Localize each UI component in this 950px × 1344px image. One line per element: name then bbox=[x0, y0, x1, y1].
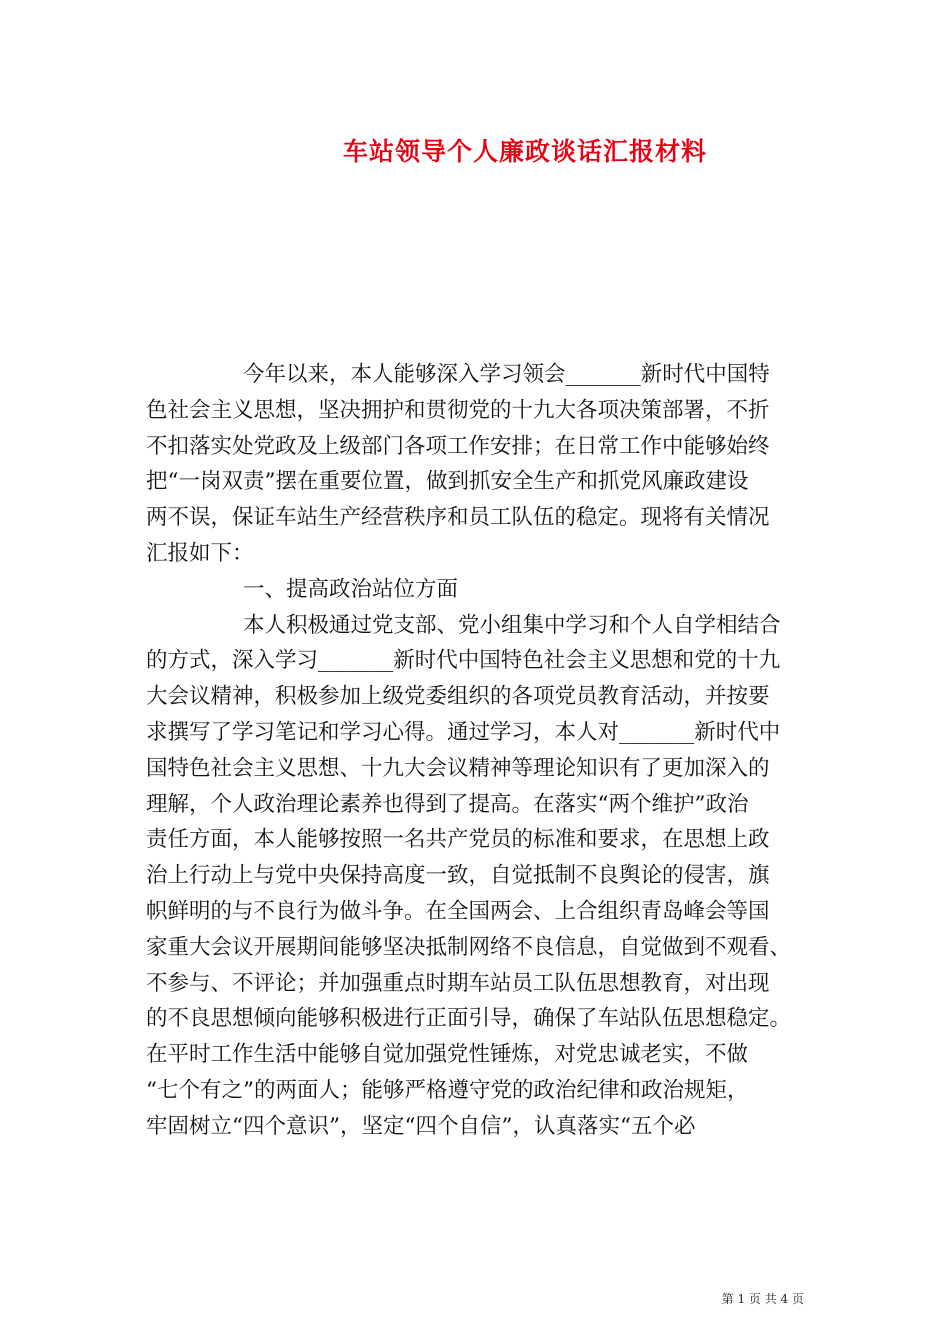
text-line: 本人积极通过党支部、党小组集中学习和个人自学相结合 bbox=[243, 612, 781, 638]
text-line: 治上行动上与党中央保持高度一致，自觉抵制不良舆论的侵害，旗 bbox=[146, 863, 770, 889]
text-line: 不扣落实处党政及上级部门各项工作安排；在日常工作中能够始终 bbox=[146, 433, 770, 459]
text-line: 大会议精神，积极参加上级党委组织的各项党员教育活动，并按要 bbox=[146, 684, 770, 710]
text-line: 的方式，深入学习_______新时代中国特色社会主义思想和党的十九 bbox=[146, 648, 781, 674]
text-line: 国特色社会主义思想、十九大会议精神等理论知识有了更加深入的 bbox=[146, 755, 770, 781]
page-title: 车站领导个人廉政谈话汇报材料 bbox=[342, 137, 707, 166]
text-line: “七个有之”的两面人；能够严格遵守党的政治纪律和政治规矩， bbox=[146, 1077, 749, 1103]
text-line: 把“一岗双责”摆在重要位置，做到抓安全生产和抓党风廉政建设 bbox=[146, 469, 749, 495]
section-heading: 一、提高政治站位方面 bbox=[243, 576, 459, 602]
body-text bbox=[146, 357, 816, 1145]
text-line: 帜鲜明的与不良行为做斗争。在全国两会、上合组织青岛峰会等国 bbox=[146, 898, 770, 924]
text-line: 在平时工作生活中能够自觉加强党性锤炼，对党忠诚老实，不做 bbox=[146, 1042, 749, 1068]
text-line: 牢固树立“四个意识”，坚定“四个自信”，认真落实“五个必 bbox=[146, 1113, 696, 1139]
text-line: 求撰写了学习笔记和学习心得。通过学习，本人对_______新时代中 bbox=[146, 719, 781, 745]
text-line: 理解，个人政治理论素养也得到了提高。在落实“两个维护”政治 bbox=[146, 791, 749, 817]
text-line: 不参与、不评论；并加强重点时期车站员工队伍思想教育，对出现 bbox=[146, 970, 770, 996]
text-line: 两不误，保证车站生产经营秩序和员工队伍的稳定。现将有关情况 bbox=[146, 505, 770, 531]
text-line: 责任方面，本人能够按照一名共产党员的标准和要求，在思想上政 bbox=[146, 827, 770, 853]
text-line: 色社会主义思想，坚决拥护和贯彻党的十九大各项决策部署，不折 bbox=[146, 397, 770, 423]
text-line: 家重大会议开展期间能够坚决抵制网络不良信息，自觉做到不观看、 bbox=[146, 934, 792, 960]
text-line: 的不良思想倾向能够积极进行正面引导，确保了车站队伍思想稳定。 bbox=[146, 1006, 792, 1032]
page-number: 第 1 页 共 4 页 bbox=[721, 1292, 804, 1306]
text-line: 汇报如下： bbox=[146, 540, 254, 566]
text-line: 今年以来，本人能够深入学习领会_______新时代中国特 bbox=[243, 362, 770, 387]
